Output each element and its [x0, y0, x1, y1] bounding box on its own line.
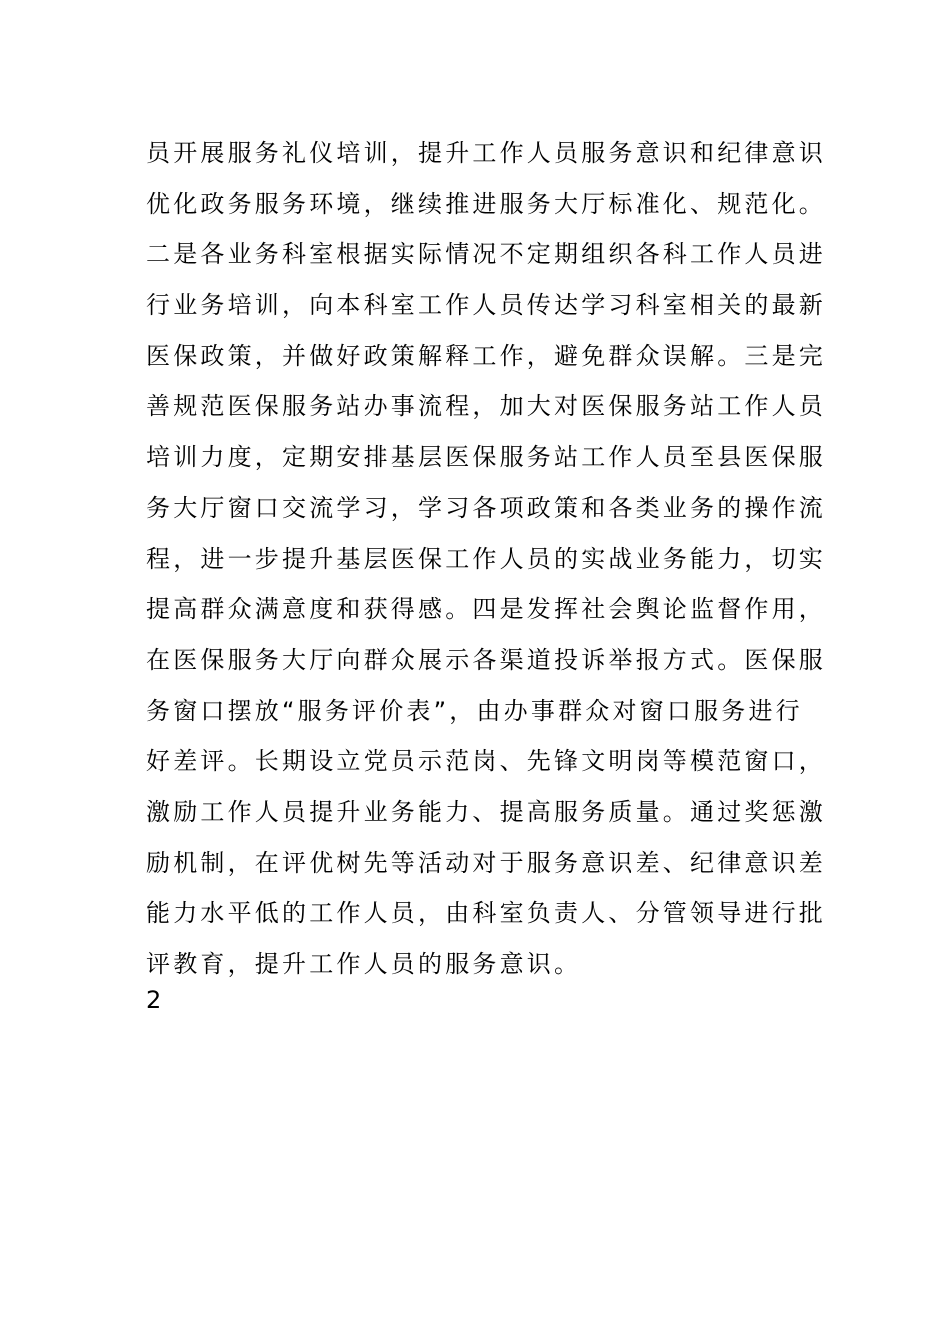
text-line: 励机制，在评优树先等活动对于服务意识差、纪律意识差 [146, 848, 826, 877]
text-line: 务大厅窗口交流学习，学习各项政策和各类业务的操作流 [146, 493, 826, 522]
text-line: 激励工作人员提升业务能力、提高服务质量。通过奖惩激 [146, 797, 826, 826]
text-line: 二是各业务科室根据实际情况不定期组织各科工作人员进 [146, 240, 826, 269]
text-line: 评教育，提升工作人员的服务意识。 [146, 950, 582, 978]
text-line: 员开展服务礼仪培训，提升工作人员服务意识和纪律意识 [146, 139, 826, 167]
page-number: 2 [146, 986, 162, 1014]
text-line: 行业务培训，向本科室工作人员传达学习科室相关的最新 [146, 291, 826, 320]
text-line: 能力水平低的工作人员，由科室负责人、分管领导进行批 [146, 899, 826, 928]
text-line: 在医保服务大厅向群众展示各渠道投诉举报方式。医保服 [146, 645, 826, 674]
text-line: 优化政务服务环境，继续推进服务大厅标准化、规范化。 [146, 189, 826, 218]
body-paragraph [146, 128, 826, 990]
text-line: 善规范医保服务站办事流程，加大对医保服务站工作人员 [146, 392, 826, 421]
text-line: 提高群众满意度和获得感。四是发挥社会舆论监督作用， [146, 595, 826, 624]
text-line: 程，进一步提升基层医保工作人员的实战业务能力，切实 [146, 544, 826, 573]
text-line: 务窗口摆放“服务评价表”，由办事群众对窗口服务进行 [146, 696, 803, 725]
text-line: 好差评。长期设立党员示范岗、先锋文明岗等模范窗口， [146, 747, 826, 776]
text-line: 医保政策，并做好政策解释工作，避免群众误解。三是完 [146, 341, 826, 370]
text-line: 培训力度，定期安排基层医保服务站工作人员至县医保服 [146, 443, 826, 472]
